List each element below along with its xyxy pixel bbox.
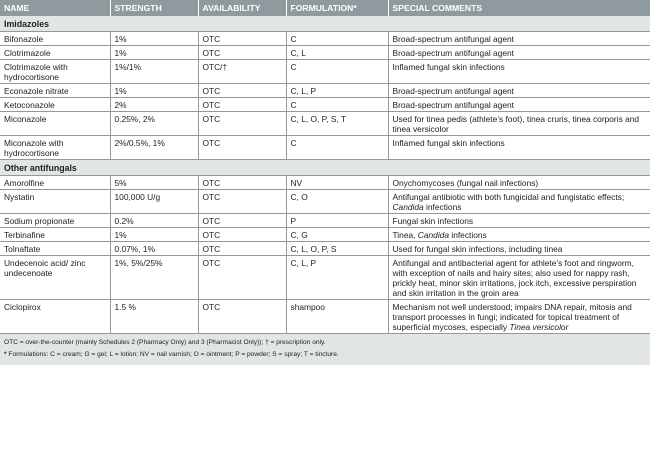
- table-row: [0, 136, 650, 160]
- cell-formulation: C, L, P: [286, 256, 388, 300]
- cell-name: Econazole nitrate: [0, 84, 110, 98]
- cell-formulation: C: [286, 60, 388, 84]
- cell-special-comments: [388, 228, 650, 242]
- cell-availability: OTC: [198, 46, 286, 60]
- cell-strength: 5%: [110, 176, 198, 190]
- cell-special-comments: [388, 46, 650, 60]
- cell-strength: 100,000 U/g: [110, 190, 198, 214]
- table-row: [0, 242, 650, 256]
- cell-strength: 2%/0.5%, 1%: [110, 136, 198, 160]
- cell-formulation: C: [286, 32, 388, 46]
- comment-text: Inflamed fungal skin infections: [392, 61, 505, 72]
- cell-strength: 0.07%, 1%: [110, 242, 198, 256]
- cell-strength: 1%: [110, 84, 198, 98]
- table-row: [0, 190, 650, 214]
- cell-name: Ciclopirox: [0, 300, 110, 334]
- comment-text: Used for fungal skin infections, including tinea: [392, 243, 563, 254]
- cell-availability: OTC: [198, 84, 286, 98]
- cell-name: Miconazole: [0, 112, 110, 136]
- header-strength: STRENGTH: [110, 0, 198, 16]
- cell-special-comments: [388, 60, 650, 84]
- cell-name: Nystatin: [0, 190, 110, 214]
- cell-formulation: C, L, P: [286, 84, 388, 98]
- footnote-formulations-text: Formulations: C = cream; G = gel; L = lotion; NV = nail varnish; O = ointment; P = powder; S = spray; T = tincture.: [6, 351, 339, 358]
- comment-emphasis: Tinea versicolor: [509, 321, 569, 332]
- comment-text: Used for tinea pedis (athlete’s foot), tinea cruris, tinea corporis and tinea versicolor: [392, 113, 640, 134]
- group-row: [0, 16, 650, 32]
- table-row: [0, 60, 650, 84]
- cell-availability: OTC: [198, 300, 286, 334]
- cell-name: Miconazole with hydrocortisone: [0, 136, 110, 160]
- cell-formulation: C: [286, 136, 388, 160]
- cell-formulation: NV: [286, 176, 388, 190]
- cell-availability: OTC: [198, 112, 286, 136]
- comment-text-after: infections: [423, 201, 462, 212]
- comment-text: Inflamed fungal skin infections: [392, 137, 505, 148]
- cell-strength: 1%: [110, 228, 198, 242]
- cell-special-comments: [388, 136, 650, 160]
- table-row: [0, 256, 650, 300]
- comment-text: Antifungal and antibacterial agent for athlete’s foot and ringworm, with exception of nails and hairy sites; also used for nappy rash, prickly heat, minor skin irritations, jock itch, excessive perspiration and skin irritation in the groin area: [392, 257, 637, 298]
- comment-text: Fungal skin infections: [392, 215, 474, 226]
- comment-text-after: infections: [449, 229, 487, 240]
- cell-name: Amorolfine: [0, 176, 110, 190]
- cell-formulation: C: [286, 98, 388, 112]
- cell-strength: 0.2%: [110, 214, 198, 228]
- comment-text: Broad-spectrum antifungal agent: [392, 85, 515, 96]
- cell-strength: 1.5 %: [110, 300, 198, 334]
- cell-strength: 1%: [110, 32, 198, 46]
- cell-special-comments: [388, 112, 650, 136]
- cell-formulation: shampoo: [286, 300, 388, 334]
- cell-name: Bifonazole: [0, 32, 110, 46]
- table-row: [0, 300, 650, 334]
- comment-text: Tinea,: [392, 229, 418, 240]
- cell-formulation: C, L, O, P, S: [286, 242, 388, 256]
- group-title: Other antifungals: [0, 160, 650, 176]
- footnote-formulations: [4, 350, 646, 359]
- header-special-comments: SPECIAL COMMENTS: [388, 0, 650, 16]
- table-row: [0, 84, 650, 98]
- cell-strength: 2%: [110, 98, 198, 112]
- comment-text: Broad-spectrum antifungal agent: [392, 33, 515, 44]
- table-row: [0, 98, 650, 112]
- cell-availability: OTC: [198, 228, 286, 242]
- cell-name: Ketoconazole: [0, 98, 110, 112]
- cell-formulation: P: [286, 214, 388, 228]
- cell-name: Tolnaftate: [0, 242, 110, 256]
- comment-emphasis: Candida: [392, 201, 424, 212]
- table-row: [0, 228, 650, 242]
- cell-special-comments: [388, 242, 650, 256]
- cell-formulation: C, O: [286, 190, 388, 214]
- cell-strength: 0.25%, 2%: [110, 112, 198, 136]
- cell-availability: OTC: [198, 190, 286, 214]
- cell-availability: OTC: [198, 98, 286, 112]
- cell-special-comments: [388, 84, 650, 98]
- cell-name: Terbinafine: [0, 228, 110, 242]
- cell-formulation: C, L: [286, 46, 388, 60]
- cell-strength: 1%: [110, 46, 198, 60]
- cell-special-comments: [388, 256, 650, 300]
- cell-special-comments: [388, 300, 650, 334]
- cell-name: Clotrimazole with hydrocortisone: [0, 60, 110, 84]
- group-row: [0, 160, 650, 176]
- header-row: [0, 0, 650, 16]
- table-row: [0, 46, 650, 60]
- footnote-star: *: [4, 351, 7, 358]
- table-row: [0, 176, 650, 190]
- cell-special-comments: [388, 176, 650, 190]
- table-body: [0, 16, 650, 334]
- cell-special-comments: [388, 32, 650, 46]
- comment-text: Antifungal antibiotic with both fungicidal and fungistatic effects;: [392, 191, 625, 202]
- cell-formulation: C, L, O, P, S, T: [286, 112, 388, 136]
- comment-text: Broad-spectrum antifungal agent: [392, 47, 515, 58]
- cell-special-comments: [388, 190, 650, 214]
- cell-name: Sodium propionate: [0, 214, 110, 228]
- comment-text: Broad-spectrum antifungal agent: [392, 99, 515, 110]
- header-name: NAME: [0, 0, 110, 16]
- header-availability: AVAILABILITY: [198, 0, 286, 16]
- cell-name: Clotrimazole: [0, 46, 110, 60]
- cell-availability: OTC: [198, 256, 286, 300]
- cell-availability: OTC/†: [198, 60, 286, 84]
- footnote-otc: OTC = over-the-counter (mainly Schedules 2 (Pharmacy Only) and 3 (Pharmacist Only)); † = prescription only.: [4, 339, 326, 346]
- comment-text: Mechanism not well understood; impairs DNA repair, mitosis and transport processes in fungi; indicated for topical treatment of superficial mycoses, especially: [392, 301, 632, 332]
- cell-availability: OTC: [198, 242, 286, 256]
- cell-formulation: C, G: [286, 228, 388, 242]
- table-row: [0, 32, 650, 46]
- table-row: [0, 112, 650, 136]
- cell-special-comments: [388, 214, 650, 228]
- cell-availability: OTC: [198, 136, 286, 160]
- cell-availability: OTC: [198, 214, 286, 228]
- group-title: Imidazoles: [0, 16, 650, 32]
- cell-availability: OTC: [198, 32, 286, 46]
- cell-name: Undecenoic acid/ zinc undecenoate: [0, 256, 110, 300]
- table-footnotes: [0, 334, 650, 365]
- cell-strength: 1%/1%: [110, 60, 198, 84]
- cell-availability: OTC: [198, 176, 286, 190]
- comment-emphasis: Candida: [417, 229, 449, 240]
- header-formulation: FORMULATION*: [286, 0, 388, 16]
- cell-special-comments: [388, 98, 650, 112]
- cell-strength: 1%, 5%/25%: [110, 256, 198, 300]
- comment-text: Onychomycoses (fungal nail infections): [392, 177, 539, 188]
- table-row: [0, 214, 650, 228]
